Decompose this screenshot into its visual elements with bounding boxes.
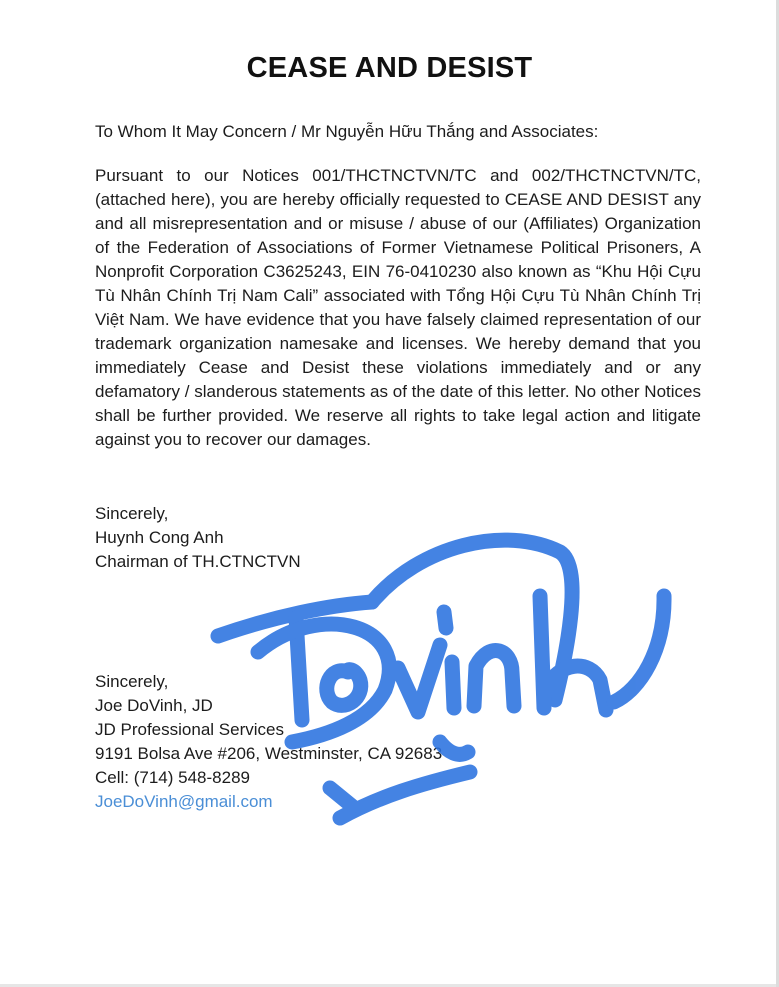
signature-tail-stroke [614, 596, 664, 702]
signature-block-attorney [95, 670, 515, 814]
letter-body: Pursuant to our Notices 001/THCTNCTVN/TC and 002/THCTNCTVN/TC, (attached here), you are hereby officially requested to CEASE AND DESIST any and all misrepresentation and or misuse / abuse of our (Affiliates) Organization of the Federation of Associations of Former Vietnamese Political Prisoners, A Nonprofit Corporation C3625243, EIN 76-0410230 also known as “Khu Hội Cựu Tù Nhân Chính Trị Nam Cali” associated with Tổng Hội Cựu Tù Nhân Chính Trị Việt Nam. We have evidence that you have falsely claimed representation of our trademark organization namesake and licenses. We hereby demand that you immediately Cease and Desist these violations immediately and or any defamatory / slanderous statements as of the date of this letter. No other Notices shall be further provided. We reserve all rights to take legal action and litigate against you to recover our damages. [95, 166, 701, 449]
closing-text: Sincerely, [95, 504, 169, 523]
signer-name: Joe DoVinh, JD [95, 696, 213, 715]
signature-block-chairman [95, 502, 515, 574]
letter-salutation: To Whom It May Concern / Mr Nguyễn Hữu Thắng and Associates: [95, 122, 599, 141]
closing-text: Sincerely, [95, 672, 169, 691]
letter-title: CEASE AND DESIST [246, 52, 533, 84]
signer-title: Chairman of TH.CTNCTVN [95, 552, 301, 571]
company-name: JD Professional Services [95, 720, 284, 739]
phone-number: Cell: (714) 548-8289 [95, 768, 250, 787]
signature-sweep-stroke [218, 602, 372, 636]
signature-h-stroke [540, 596, 606, 710]
email-link[interactable]: JoeDoVinh@gmail.com [95, 792, 273, 811]
signature-i-dot [444, 612, 446, 628]
street-address: 9191 Bolsa Ave #206, Westminster, CA 92683 [95, 744, 443, 763]
signer-name: Huynh Cong Anh [95, 528, 224, 547]
